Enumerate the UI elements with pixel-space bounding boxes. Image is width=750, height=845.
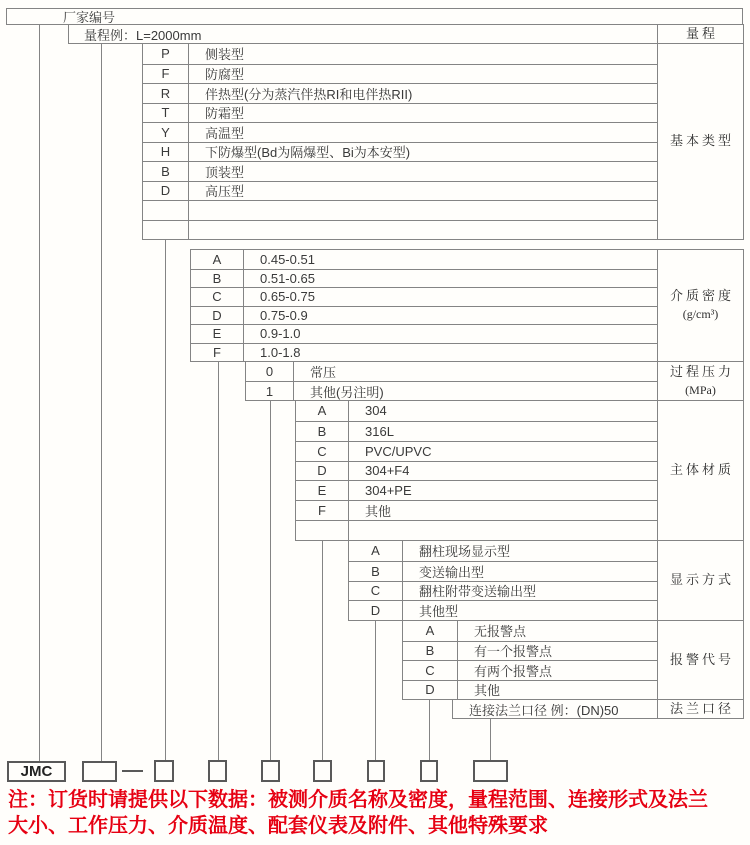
code-box-material — [313, 760, 332, 782]
desc-cell: 有两个报警点 — [474, 663, 553, 679]
code-cell: 0 — [246, 362, 294, 381]
table-row — [191, 250, 657, 269]
desc-cell: 伴热型(分为蒸汽伴热RI和电伴热RII) — [205, 86, 413, 102]
category-label-pressure-text: 过程压力 — [669, 363, 734, 379]
desc-cell: 其他型 — [419, 604, 459, 620]
desc-cell: 有一个报警点 — [474, 644, 553, 660]
code-box-range — [82, 761, 117, 782]
connector-line-density — [218, 362, 219, 762]
desc-cell: 变送输出型 — [419, 564, 485, 580]
code-cell: B — [349, 562, 403, 581]
code-cell: B — [191, 270, 244, 288]
desc-cell: 翻柱附带变送输出型 — [419, 584, 537, 600]
code-cell: B — [296, 422, 349, 441]
table-row — [143, 181, 657, 201]
code-cell: D — [191, 307, 244, 325]
category-label-flange-size — [657, 699, 744, 719]
desc-cell: 高温型 — [205, 125, 245, 141]
model-prefix-text: JMC — [20, 763, 53, 780]
connector-line-flange-size — [490, 719, 491, 762]
desc-cell: 0.75-0.9 — [260, 307, 308, 323]
code-box-display-mode — [367, 760, 385, 782]
order-note-line-1: 注：订货时请提供以下数据：被测介质名称及密度，量程范围、连接形式及法兰 — [8, 789, 708, 811]
table-row — [143, 161, 657, 181]
table-row — [403, 680, 657, 700]
table-row — [143, 122, 657, 142]
code-cell: C — [191, 288, 244, 306]
desc-cell: 1.0-1.8 — [260, 344, 301, 360]
range-example-text: 量程例：L=2000mm — [84, 27, 202, 43]
code-cell — [296, 521, 349, 540]
code-cell: E — [296, 481, 349, 500]
code-cell: D — [403, 681, 458, 700]
connector-line-display-mode — [375, 621, 376, 762]
table-row — [191, 324, 657, 343]
desc-cell: 翻柱现场显示型 — [419, 544, 511, 560]
code-box-alarm-code — [420, 760, 438, 782]
code-cell: A — [349, 541, 403, 561]
code-cell: 1 — [246, 382, 294, 400]
code-cell: C — [296, 442, 349, 461]
code-cell: B — [143, 162, 189, 181]
connector-line-alarm-code — [429, 700, 430, 762]
flange-size-row — [452, 699, 658, 719]
desc-cell: 0.9-1.0 — [260, 326, 301, 342]
desc-cell: 0.45-0.51 — [260, 251, 315, 267]
factory-number-row — [6, 8, 743, 25]
connector-line-range — [101, 44, 102, 762]
order-note-line-2: 大小、工作压力、介质温度、配套仪表及附件、其他特殊要求 — [8, 815, 548, 837]
code-cell: Y — [143, 123, 189, 142]
connector-line-factory-no — [39, 25, 40, 762]
desc-cell: 304 — [365, 403, 387, 419]
code-cell: D — [349, 601, 403, 620]
connector-line-basic-type — [165, 240, 166, 762]
model-prefix-box — [7, 761, 66, 782]
code-cell: A — [296, 401, 349, 421]
table-row — [296, 480, 657, 500]
category-label-basic-type — [657, 43, 744, 240]
code-cell: D — [296, 462, 349, 481]
desc-cell: 其他(另注明) — [310, 384, 384, 400]
category-label-density-unit: (g/cm³) — [682, 307, 719, 322]
category-label-material — [657, 400, 744, 541]
table-row — [296, 441, 657, 461]
category-label-display-mode-text: 显示方式 — [669, 572, 734, 588]
category-label-display-mode — [657, 540, 744, 621]
table-row — [143, 142, 657, 162]
factory-number-label: 厂家编号 — [63, 10, 116, 25]
section-display-mode — [348, 540, 658, 621]
desc-cell: 高压型 — [205, 184, 245, 200]
desc-cell: 304+F4 — [365, 463, 410, 479]
table-row — [191, 269, 657, 288]
desc-cell: 防腐型 — [205, 67, 245, 83]
table-row — [296, 421, 657, 441]
section-alarm-code — [402, 620, 658, 700]
desc-cell: 0.51-0.65 — [260, 270, 315, 286]
desc-cell: 防霜型 — [205, 106, 245, 122]
flange-size-text: 连接法兰口径 例：(DN)50 — [469, 702, 619, 718]
table-row — [191, 343, 657, 362]
desc-cell — [189, 201, 205, 220]
table-row — [191, 287, 657, 306]
table-row — [191, 306, 657, 325]
code-cell: B — [403, 642, 458, 661]
code-box-density — [208, 760, 227, 782]
code-cell: C — [403, 661, 458, 680]
desc-cell: PVC/UPVC — [365, 443, 432, 459]
code-cell: T — [143, 104, 189, 123]
category-label-pressure-unit: (MPa) — [685, 382, 716, 397]
desc-cell: 其他 — [474, 683, 501, 699]
code-cell — [143, 221, 189, 240]
section-density — [190, 249, 658, 362]
table-row — [349, 581, 657, 601]
table-row — [143, 44, 657, 64]
desc-cell — [349, 521, 365, 540]
code-cell: E — [191, 325, 244, 343]
code-box-flange-size — [473, 760, 508, 782]
section-basic-type — [142, 43, 658, 240]
code-cell: H — [143, 143, 189, 162]
table-row — [349, 600, 657, 620]
category-label-range-text: 量程 — [685, 25, 718, 41]
category-label-range — [657, 24, 744, 44]
table-row — [143, 220, 657, 240]
section-pressure — [245, 361, 658, 401]
code-box-pressure — [261, 760, 280, 782]
desc-cell: 304+PE — [365, 483, 412, 499]
table-row — [246, 381, 657, 400]
desc-cell: 顶装型 — [205, 164, 245, 180]
table-row — [296, 520, 657, 540]
code-box-basic-type — [154, 760, 174, 782]
table-row — [296, 401, 657, 421]
code-cell: A — [191, 250, 244, 269]
category-label-flange-size-text: 法兰口径 — [669, 700, 734, 716]
desc-cell — [189, 221, 205, 240]
code-cell: D — [143, 182, 189, 201]
table-row — [296, 500, 657, 520]
table-row — [403, 660, 657, 680]
desc-cell: 下防爆型(Bd为隔爆型、Bi为本安型) — [205, 145, 411, 161]
desc-cell: 常压 — [310, 365, 337, 380]
table-row — [403, 621, 657, 641]
table-row — [143, 103, 657, 123]
desc-cell: 316L — [365, 423, 394, 439]
code-cell: F — [191, 344, 244, 362]
desc-cell: 其他 — [365, 504, 392, 520]
code-cell: R — [143, 84, 189, 103]
category-label-alarm-code-text: 报警代号 — [669, 651, 734, 667]
table-row — [246, 362, 657, 381]
table-row — [143, 200, 657, 220]
category-label-alarm-code — [657, 620, 744, 700]
code-cell: A — [403, 621, 458, 641]
code-cell: C — [349, 582, 403, 601]
code-cell — [143, 201, 189, 220]
table-row — [143, 64, 657, 84]
desc-cell: 0.65-0.75 — [260, 289, 315, 305]
category-label-material-text: 主体材质 — [669, 462, 734, 478]
table-row — [143, 83, 657, 103]
category-label-density — [657, 249, 744, 362]
range-example-row — [68, 24, 658, 44]
category-label-basic-type-text: 基本类型 — [669, 133, 734, 149]
dash-separator — [122, 770, 143, 772]
desc-cell: 无报警点 — [474, 624, 527, 640]
connector-line-material — [322, 541, 323, 762]
code-cell: P — [143, 44, 189, 64]
code-cell: F — [143, 65, 189, 84]
table-row — [349, 541, 657, 561]
order-note — [8, 787, 748, 839]
category-label-density-text: 介质密度 — [669, 288, 734, 304]
section-material — [295, 400, 658, 541]
connector-line-pressure — [270, 401, 271, 762]
table-row — [296, 461, 657, 481]
desc-cell: 侧装型 — [205, 47, 245, 63]
category-label-pressure — [657, 361, 744, 401]
code-cell: F — [296, 501, 349, 520]
table-row — [403, 641, 657, 661]
table-row — [349, 561, 657, 581]
